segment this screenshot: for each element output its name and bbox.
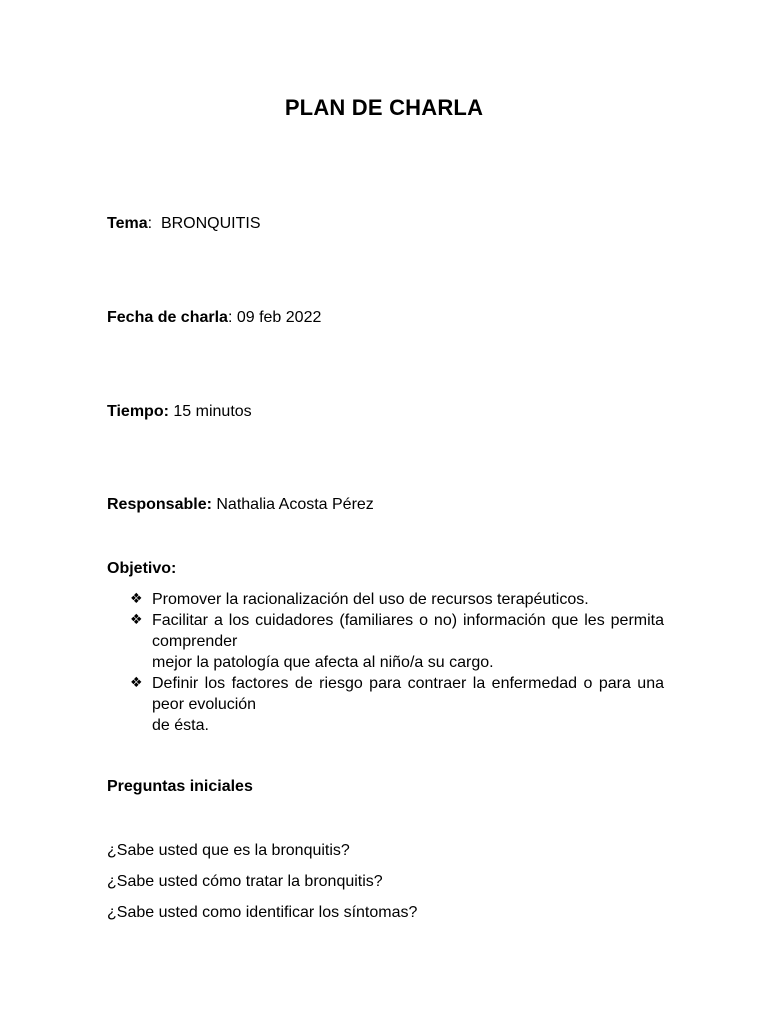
field-fecha xyxy=(107,308,321,328)
objective-item xyxy=(130,589,664,610)
objective-item xyxy=(130,610,664,673)
field-separator: : xyxy=(227,309,237,326)
field-value: Nathalia Acosta Pérez xyxy=(216,496,374,513)
diamond-bullet-icon: ❖ xyxy=(130,675,143,691)
field-value: BRONQUITIS xyxy=(160,215,261,232)
questions-heading: Preguntas iniciales xyxy=(107,778,253,795)
field-responsable xyxy=(107,495,374,515)
field-label: Tema xyxy=(107,215,148,232)
field-separator: : xyxy=(147,215,161,232)
field-tiempo xyxy=(107,402,252,422)
document-title: PLAN DE CHARLA xyxy=(284,95,484,120)
field-label: Responsable: xyxy=(107,496,212,513)
objective-line: peor evolución xyxy=(152,696,257,713)
field-label: Fecha de charla xyxy=(107,309,228,326)
objective-line: Promover la racionalización del uso de recursos terapéuticos. xyxy=(152,591,589,608)
objective-heading: Objetivo: xyxy=(107,560,177,577)
field-label: Tiempo: xyxy=(107,403,169,420)
diamond-bullet-icon: ❖ xyxy=(130,612,143,628)
objective-line: mejor la patología que afecta al niño/a su cargo. xyxy=(152,654,494,671)
question-item: ¿Sabe usted como identificar los síntomas? xyxy=(107,904,418,921)
field-value: 09 feb 2022 xyxy=(236,309,322,326)
question-item: ¿Sabe usted cómo tratar la bronquitis? xyxy=(107,873,383,890)
objective-line: comprender xyxy=(152,633,238,650)
diamond-bullet-icon: ❖ xyxy=(130,591,143,607)
objective-item xyxy=(130,673,664,736)
field-tema xyxy=(107,214,261,234)
question-item: ¿Sabe usted que es la bronquitis? xyxy=(107,842,350,859)
field-value: 15 minutos xyxy=(173,403,252,420)
objective-line: Definir los factores de riesgo para contraer la enfermedad o para una xyxy=(152,675,664,692)
objective-line: Facilitar a los cuidadores (familiares o no) información que les permita xyxy=(152,612,664,629)
objective-line: de ésta. xyxy=(152,717,209,734)
objectives-list xyxy=(130,589,664,736)
